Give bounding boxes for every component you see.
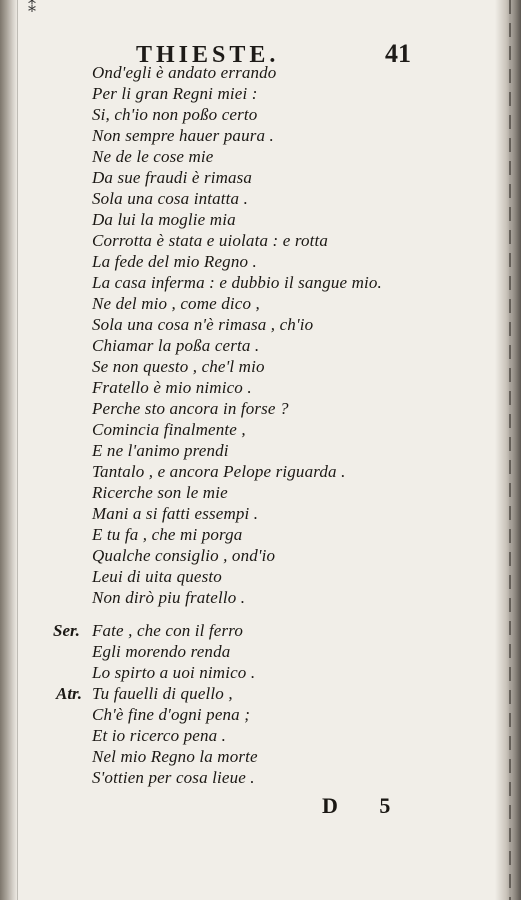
- left-binding-shadow: [0, 0, 18, 900]
- verse-line-11: La casa inferma : e dubbio il sangue mio.: [92, 273, 382, 292]
- verse-line-09: Corrotta è stata e uiolata : e rotta: [92, 231, 328, 250]
- verse-line-24: Qualche consiglio , ond'io: [92, 546, 276, 565]
- verse-line-30: Tu fauelli di quello ,: [92, 684, 233, 703]
- verse-line-06: Da sue fraudi è rimasa: [92, 168, 253, 187]
- page-title: THIESTE.: [136, 42, 280, 68]
- verse-line-20: Tantalo , e ancora Pelope riguarda .: [92, 462, 346, 481]
- verse-line-27: Fate , che con il ferro: [92, 621, 244, 640]
- verse-line-16: Fratello è mio nimico .: [92, 378, 252, 397]
- speaker-label-atr: Atr.: [56, 684, 82, 703]
- verse-line-15: Se non questo , che'l mio: [92, 357, 265, 376]
- verse-line-03: Si, ch'io non poßo certo: [92, 105, 258, 124]
- verse-line-31: Ch'è fine d'ogni pena ;: [92, 705, 251, 724]
- top-left-mark-icon: ⁑: [28, 0, 36, 16]
- verse-line-28: Egli morendo renda: [92, 642, 231, 661]
- speaker-label-ser: Ser.: [53, 621, 80, 640]
- verse-line-21: Ricerche son le mie: [92, 483, 228, 502]
- verse-line-18: Comincia finalmente ,: [92, 420, 246, 439]
- verse-line-08: Da lui la moglie mia: [92, 210, 236, 229]
- signature-mark: D 5: [322, 793, 409, 818]
- verse-line-02: Per li gran Regni miei :: [92, 84, 258, 103]
- verse-line-19: E ne l'animo prendi: [92, 441, 229, 460]
- left-page-edge-line: [17, 0, 18, 900]
- verse-line-22: Mani a si fatti essempi .: [92, 504, 259, 523]
- verse-line-12: Ne del mio , come dico ,: [92, 294, 260, 313]
- verse-line-10: La fede del mio Regno .: [92, 252, 257, 271]
- verse-line-13: Sola una cosa n'è rimasa , ch'io: [92, 315, 314, 334]
- page-number: 41: [385, 39, 411, 68]
- verse-line-23: E tu fa , che mi porga: [92, 525, 243, 544]
- right-page-edge-shadow: [495, 0, 521, 900]
- verse-line-04: Non sempre hauer paura .: [92, 126, 274, 145]
- verse-line-07: Sola una cosa intatta .: [92, 189, 248, 208]
- verse-line-26: Non dirò piu fratello .: [92, 588, 246, 607]
- verse-line-01: Ond'egli è andato errando: [92, 63, 277, 82]
- verse-line-14: Chiamar la poßa certa .: [92, 336, 260, 355]
- verse-line-25: Leui di uita questo: [92, 567, 222, 586]
- right-edge-fibers: [509, 0, 511, 900]
- verse-line-34: S'ottien per cosa lieue .: [92, 768, 255, 787]
- verse-line-29: Lo spirto a uoi nimico .: [92, 663, 256, 682]
- verse-line-32: Et io ricerco pena .: [92, 726, 227, 745]
- verse-line-05: Ne de le cose mie: [92, 147, 214, 166]
- verse-line-33: Nel mio Regno la morte: [92, 747, 258, 766]
- verse-line-17: Perche sto ancora in forse ?: [92, 399, 289, 418]
